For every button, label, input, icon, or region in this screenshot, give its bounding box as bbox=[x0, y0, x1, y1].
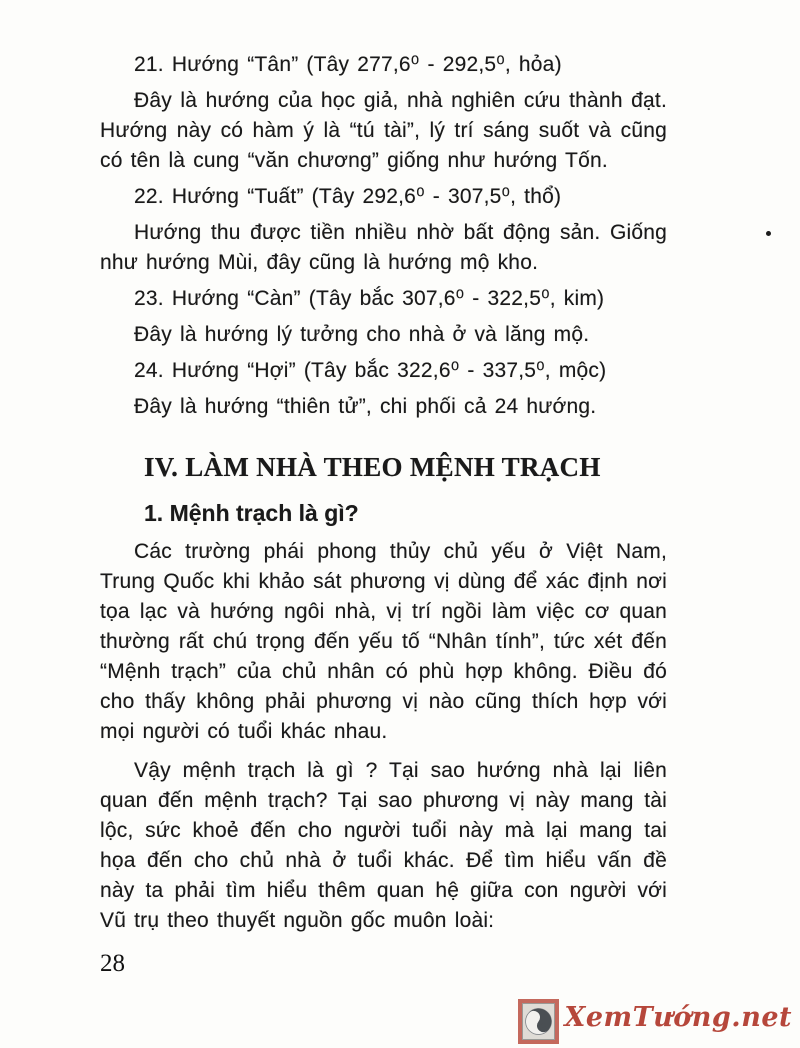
page-content bbox=[100, 50, 667, 936]
watermark-text: XemTướng.net bbox=[564, 1002, 792, 1033]
section-heading-lam-nha-theo-menh-trach: IV. LÀM NHÀ THEO MỆNH TRẠCH bbox=[144, 452, 601, 482]
direction-24-heading: 24. Hướng “Hợi” (Tây bắc 322,6⁰ - 337,5⁰, mộc) bbox=[134, 359, 607, 382]
subsection-heading-menh-trach-la-gi: 1. Mệnh trạch là gì? bbox=[144, 500, 359, 526]
body-paragraph-2: Vậy mệnh trạch là gì ? Tại sao hướng nhà lại liên quan đến mệnh trạch? Tại sao phương vị này mang tài lộc, sức khoẻ đến cho người tuổi này mà lại mang tai họa đến cho chủ nhà ở tuổi khác. Để tìm hiểu vấn đề này ta phải tìm hiểu thêm quan hệ giữa con người với Vũ trụ theo thuyết nguồn gốc muôn loài: bbox=[100, 759, 667, 932]
direction-21-description: Đây là hướng của học giả, nhà nghiên cứu thành đạt. Hướng này có hàm ý là “tú tài”, lý trí sáng suốt và cũng có tên là cung “văn chương” giống như hướng Tốn. bbox=[100, 89, 667, 172]
direction-23-heading: 23. Hướng “Càn” (Tây bắc 307,6⁰ - 322,5⁰, kim) bbox=[134, 287, 605, 310]
direction-24-description: Đây là hướng “thiên tử”, chi phối cả 24 hướng. bbox=[134, 395, 597, 418]
direction-21-heading: 21. Hướng “Tân” (Tây 277,6⁰ - 292,5⁰, hỏa) bbox=[134, 53, 562, 76]
scan-speck bbox=[766, 231, 771, 236]
direction-22-heading: 22. Hướng “Tuất” (Tây 292,6⁰ - 307,5⁰, thổ) bbox=[134, 185, 562, 208]
body-paragraph-1: Các trường phái phong thủy chủ yếu ở Việt Nam, Trung Quốc khi khảo sát phương vị dùng để xác định nơi tọa lạc và hướng ngôi nhà, vị trí ngồi làm việc cơ quan thường rất chú trọng đến yếu tố “Nhân tính”, tức xét đến “Mệnh trạch” của chủ nhân có phù hợp không. Điều đó cho thấy không phải phương vị nào cũng thích hợp với mọi người có tuổi khác nhau. bbox=[100, 540, 667, 743]
watermark bbox=[518, 999, 792, 1044]
direction-23-description: Đây là hướng lý tưởng cho nhà ở và lăng mộ. bbox=[134, 323, 590, 346]
direction-22-description: Hướng thu được tiền nhiều nhờ bất động sản. Giống như hướng Mùi, đây cũng là hướng mộ kho. bbox=[100, 221, 667, 274]
yin-yang-icon bbox=[518, 999, 559, 1044]
page-number: 28 bbox=[100, 950, 125, 977]
